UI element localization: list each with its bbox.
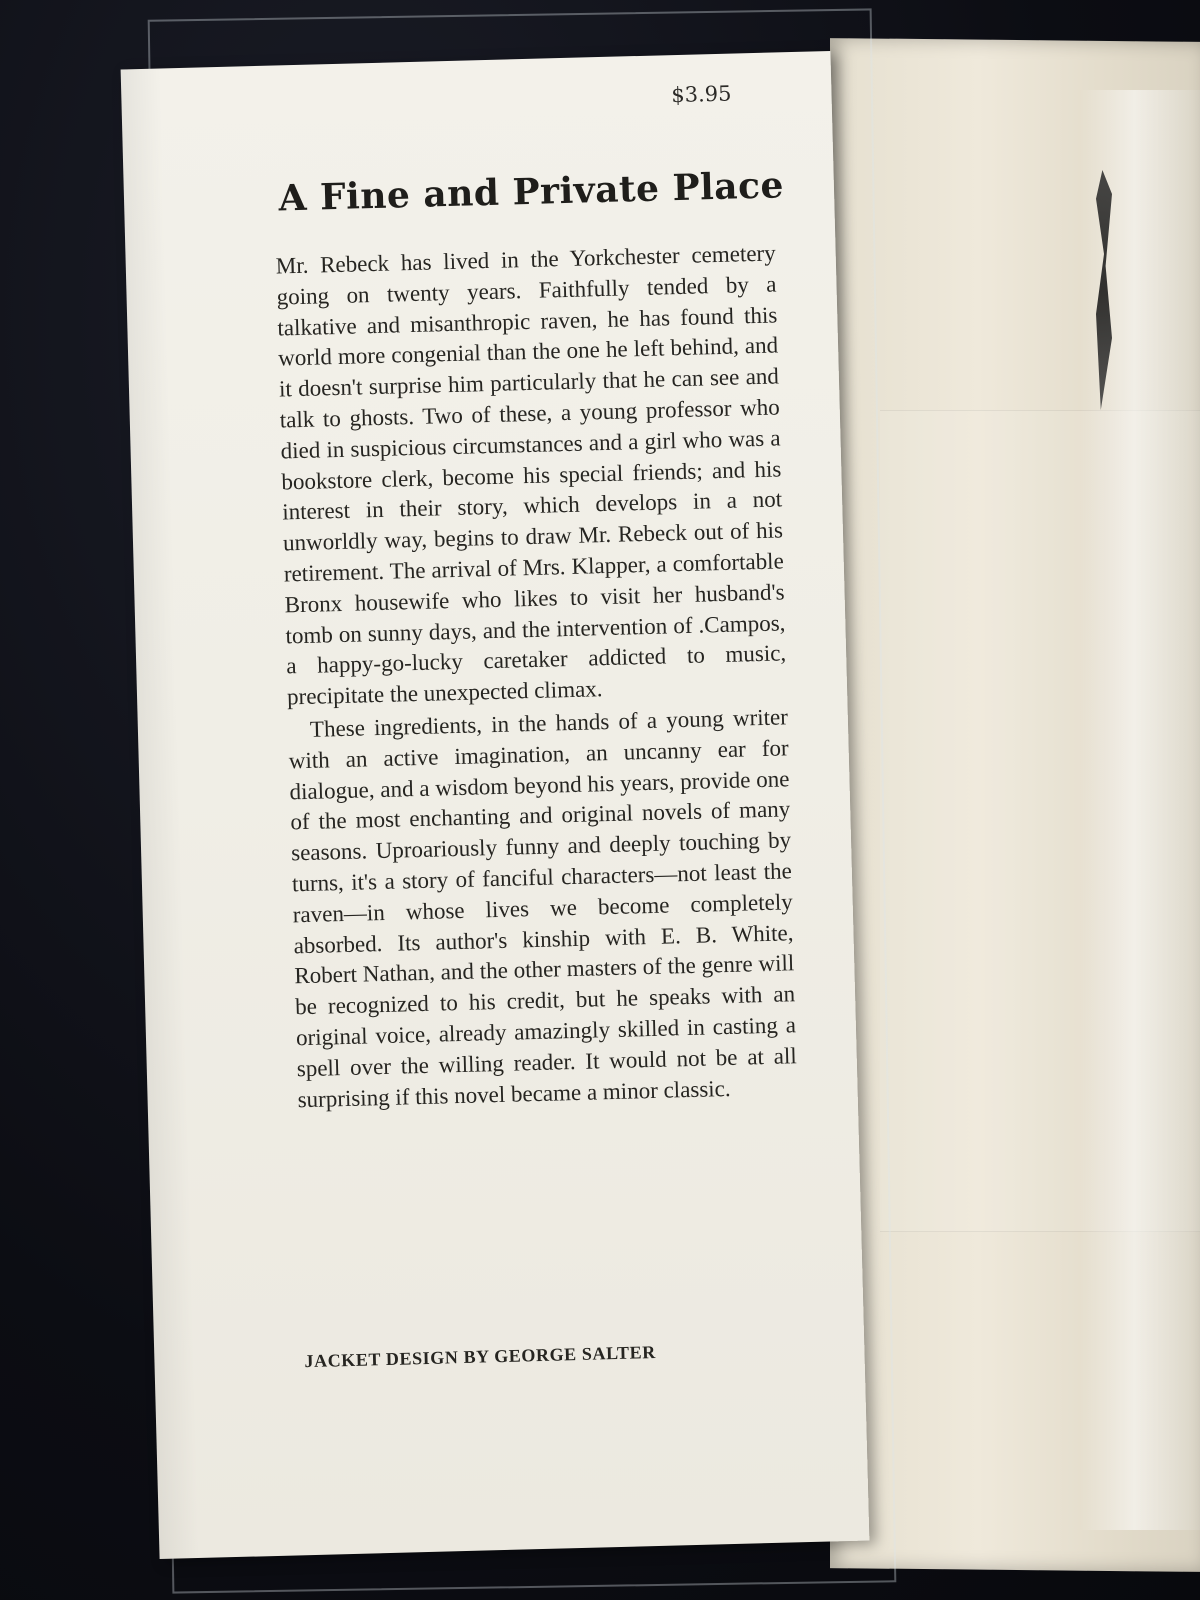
jacket-flap (121, 51, 870, 1559)
jacket-design-credit: JACKET DESIGN BY GEORGE SALTER (304, 1341, 657, 1372)
price-label: $3.95 (671, 81, 732, 108)
blurb-paragraph: Mr. Rebeck has lived in the Yorkchester cemetery going on twenty years. Faithfully tended by a talkative and misanthropic raven, he has found this world more congenial than the one he left behind, and it doesn't surprise him particularly that he can see and talk to ghosts. Two of these, a young professor who died in suspicious circumstances and a girl who was a bookstore clerk, become his special friends; and his interest in their story, which develops in a not unworldly way, begins to draw Mr. Rebeck out of his retirement. The arrival of Mrs. Klapper, a comfortable Bronx housewife who likes to visit her husband's tomb on sunny days, and the intervention of .Campos, a happy-go-lucky caretaker addicted to music, precipitate the unexpected climax. (275, 240, 787, 710)
book-title: A Fine and Private Place (278, 164, 785, 220)
blurb-paragraph: These ingredients, in the hands of a young writer with an active imagination, an uncanny ear for dialogue, and a wisdom beyond his years, provide one of the most enchanting and original novels of many seasons. Uproariously funny and deeply touching by turns, it's a story of fanciful characters—not least the raven—in whose lives we become completely absorbed. Its author's kinship with E. B. White, Robert Nathan, and the other masters of the genre will be recognized to his credit, but he speaks with an original voice, already amazingly skilled in casting a spell over the willing reader. It would not be at all surprising if this novel became a minor classic. (288, 704, 797, 1112)
blurb-text (275, 238, 797, 1115)
